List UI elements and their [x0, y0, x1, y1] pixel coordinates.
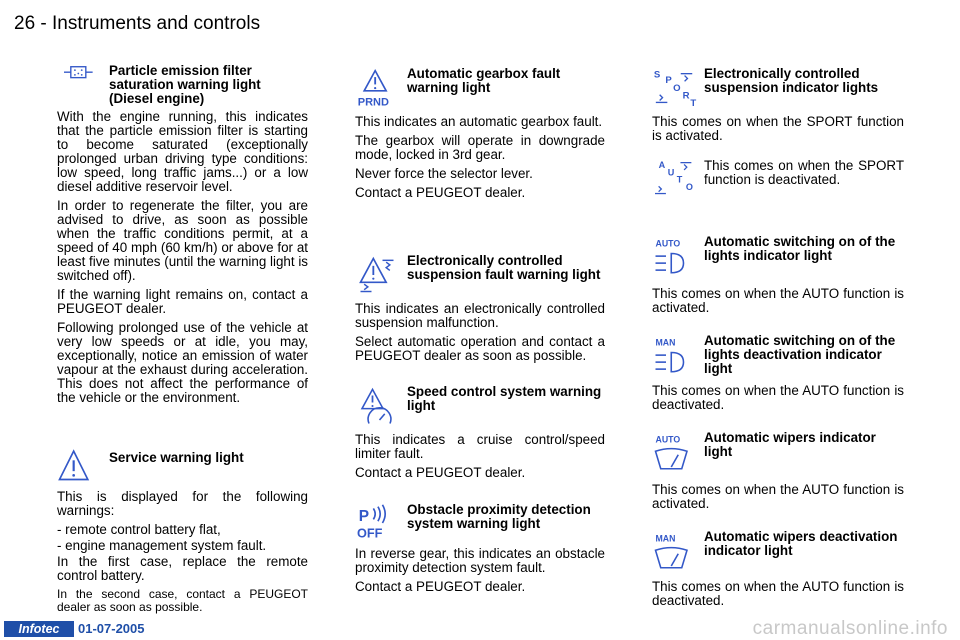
suspension-sport-title: Electronically controlled suspension indicator lights	[704, 66, 879, 95]
speed-control-title: Speed control system warning light	[407, 384, 602, 413]
service-title: Service warning light	[109, 450, 244, 465]
obstacle-text-2: Contact a PEUGEOT dealer.	[355, 579, 526, 594]
svg-text:R: R	[682, 90, 690, 102]
suspension-fault-title: Electronically controlled suspension fault warning light	[407, 253, 601, 282]
auto-headlamp-icon	[652, 235, 694, 279]
wipers-off-text-1: This comes on when the AUTO function is deactivated.	[652, 579, 904, 608]
particle-filter-text-2: In order to regenerate the filter, you are advised to drive, as soon as possible when the traffic conditions permit, at a speed of 40 mph (60 km/h) or above for at least five minutes (until the warning light is switched off).	[57, 198, 308, 283]
man-wiper-icon	[652, 530, 694, 574]
service-text-1: This is displayed for the following warnings:	[57, 489, 308, 518]
suspension-fault-text-1: This indicates an electronically controlled suspension malfunction.	[355, 301, 605, 330]
warning-triangle-icon	[57, 448, 97, 486]
lights-on-section	[652, 235, 904, 320]
suspension-sport-icon	[652, 67, 698, 111]
park-assist-off-icon	[355, 503, 399, 543]
service-section	[57, 448, 308, 619]
suspension-auto-heading	[652, 159, 904, 203]
svg-text:U: U	[667, 167, 675, 178]
suspension-sport-section	[652, 67, 904, 203]
suspension-sport-text-1: This comes on when the SPORT function is activated.	[652, 114, 904, 143]
lights-off-section	[652, 334, 904, 417]
lights-off-heading	[652, 334, 904, 384]
wipers-off-section	[652, 530, 904, 613]
service-list-item-2: - engine management system fault.	[57, 538, 267, 553]
speed-control-text-1: This indicates a cruise control/speed limiter fault.	[355, 432, 605, 461]
wipers-on-text-1: This comes on when the AUTO function is activated.	[652, 482, 904, 511]
wipers-on-section	[652, 431, 904, 516]
suspension-fault-icon	[355, 254, 399, 296]
speed-control-text-2: Contact a PEUGEOT dealer.	[355, 465, 526, 480]
lights-on-title: Automatic switching on of the lights indicator light	[704, 234, 896, 263]
gearbox-text-2: The gearbox will operate in downgrade mode, locked in 3rd gear.	[355, 133, 605, 162]
particle-filter-text-1: With the engine running, this indicates that the particle emission filter is starting to become saturated (exceptionally prolonged urban driving type conditions: low speed, long traffic jams...) or a low diesel additive reservoir level.	[57, 109, 308, 194]
speed-control-heading	[355, 385, 605, 433]
obstacle-section	[355, 503, 605, 599]
lights-off-title: Automatic switching on of the lights deactivation indicator light	[704, 333, 896, 376]
particle-filter-text-3: If the warning light remains on, contact a PEUGEOT dealer.	[57, 287, 308, 316]
lights-on-text-1: This comes on when the AUTO function is activated.	[652, 286, 904, 315]
lights-on-heading	[652, 235, 904, 287]
svg-text:T: T	[676, 174, 683, 185]
wipers-off-heading	[652, 530, 904, 580]
gearbox-text-4: Contact a PEUGEOT dealer.	[355, 185, 526, 200]
service-list-item-1: - remote control battery flat,	[57, 522, 221, 537]
suspension-fault-heading	[355, 254, 605, 302]
gearbox-text-1: This indicates an automatic gearbox fault.	[355, 114, 603, 129]
suspension-sport-heading	[652, 67, 904, 115]
man-headlamp-label: MAN	[655, 337, 676, 348]
auto-wiper-icon	[652, 431, 694, 475]
prnd-label: PRND	[357, 96, 389, 109]
svg-text:O: O	[685, 181, 693, 192]
wipers-on-title: Automatic wipers indicator light	[704, 430, 876, 459]
obstacle-heading	[355, 503, 605, 547]
obstacle-title: Obstacle proximity detection system warning light	[407, 502, 591, 531]
watermark: carmanualsonline.info	[752, 618, 948, 639]
park-assist-off-label: OFF	[357, 525, 383, 541]
column-1	[57, 64, 308, 410]
gearbox-section	[355, 67, 605, 205]
speed-control-icon	[355, 385, 397, 427]
infotec-logo: Infotec	[4, 621, 74, 637]
page-footer	[0, 620, 960, 640]
prnd-warning-icon	[355, 67, 399, 111]
man-wiper-label: MAN	[655, 533, 676, 544]
gearbox-heading	[355, 67, 605, 115]
gearbox-title: Automatic gearbox fault warning light	[407, 66, 561, 95]
edition-date: 01-07-2005	[78, 621, 145, 636]
particle-filter-icon	[57, 64, 101, 94]
page-title: 26 - Instruments and controls	[14, 13, 261, 34]
service-text-3: In the second case, contact a PEUGEOT dealer as soon as possible.	[57, 587, 308, 614]
auto-wiper-label: AUTO	[655, 434, 681, 445]
lights-off-text-1: This comes on when the AUTO function is deactivated.	[652, 383, 904, 412]
suspension-fault-text-2: Select automatic operation and contact a PEUGEOT dealer as soon as possible.	[355, 334, 605, 363]
speed-control-section	[355, 385, 605, 485]
wipers-off-title: Automatic wipers deactivation indicator light	[704, 529, 898, 558]
suspension-fault-section	[355, 254, 605, 368]
particle-filter-text-4: Following prolonged use of the vehicle at very low speeds or at idle, you may, exceptionally, notice an emission of water vapour at the exhaust during acceleration. This does not affect the performance of the vehicle or the environment.	[57, 320, 308, 405]
suspension-sport-text-2: This comes on when the SPORT function is deactivated.	[704, 158, 904, 187]
svg-text:O: O	[673, 82, 681, 94]
auto-headlamp-label: AUTO	[655, 238, 681, 249]
man-headlamp-icon	[652, 334, 694, 378]
particle-filter-heading	[57, 64, 308, 110]
wipers-on-heading	[652, 431, 904, 483]
svg-text:T: T	[690, 98, 697, 110]
svg-text:S: S	[653, 69, 661, 81]
svg-text:A: A	[658, 160, 666, 171]
svg-text:P: P	[665, 75, 672, 87]
service-heading	[57, 448, 308, 490]
gearbox-text-3: Never force the selector lever.	[355, 166, 533, 181]
service-text-2: In the first case, replace the remote control battery.	[57, 554, 308, 583]
park-assist-p-label: P	[358, 508, 370, 526]
suspension-auto-icon	[652, 159, 698, 199]
particle-filter-title: Particle emission filter saturation warning light (Diesel engine)	[109, 63, 261, 106]
obstacle-text-1: In reverse gear, this indicates an obstacle proximity detection system fault.	[355, 546, 605, 575]
